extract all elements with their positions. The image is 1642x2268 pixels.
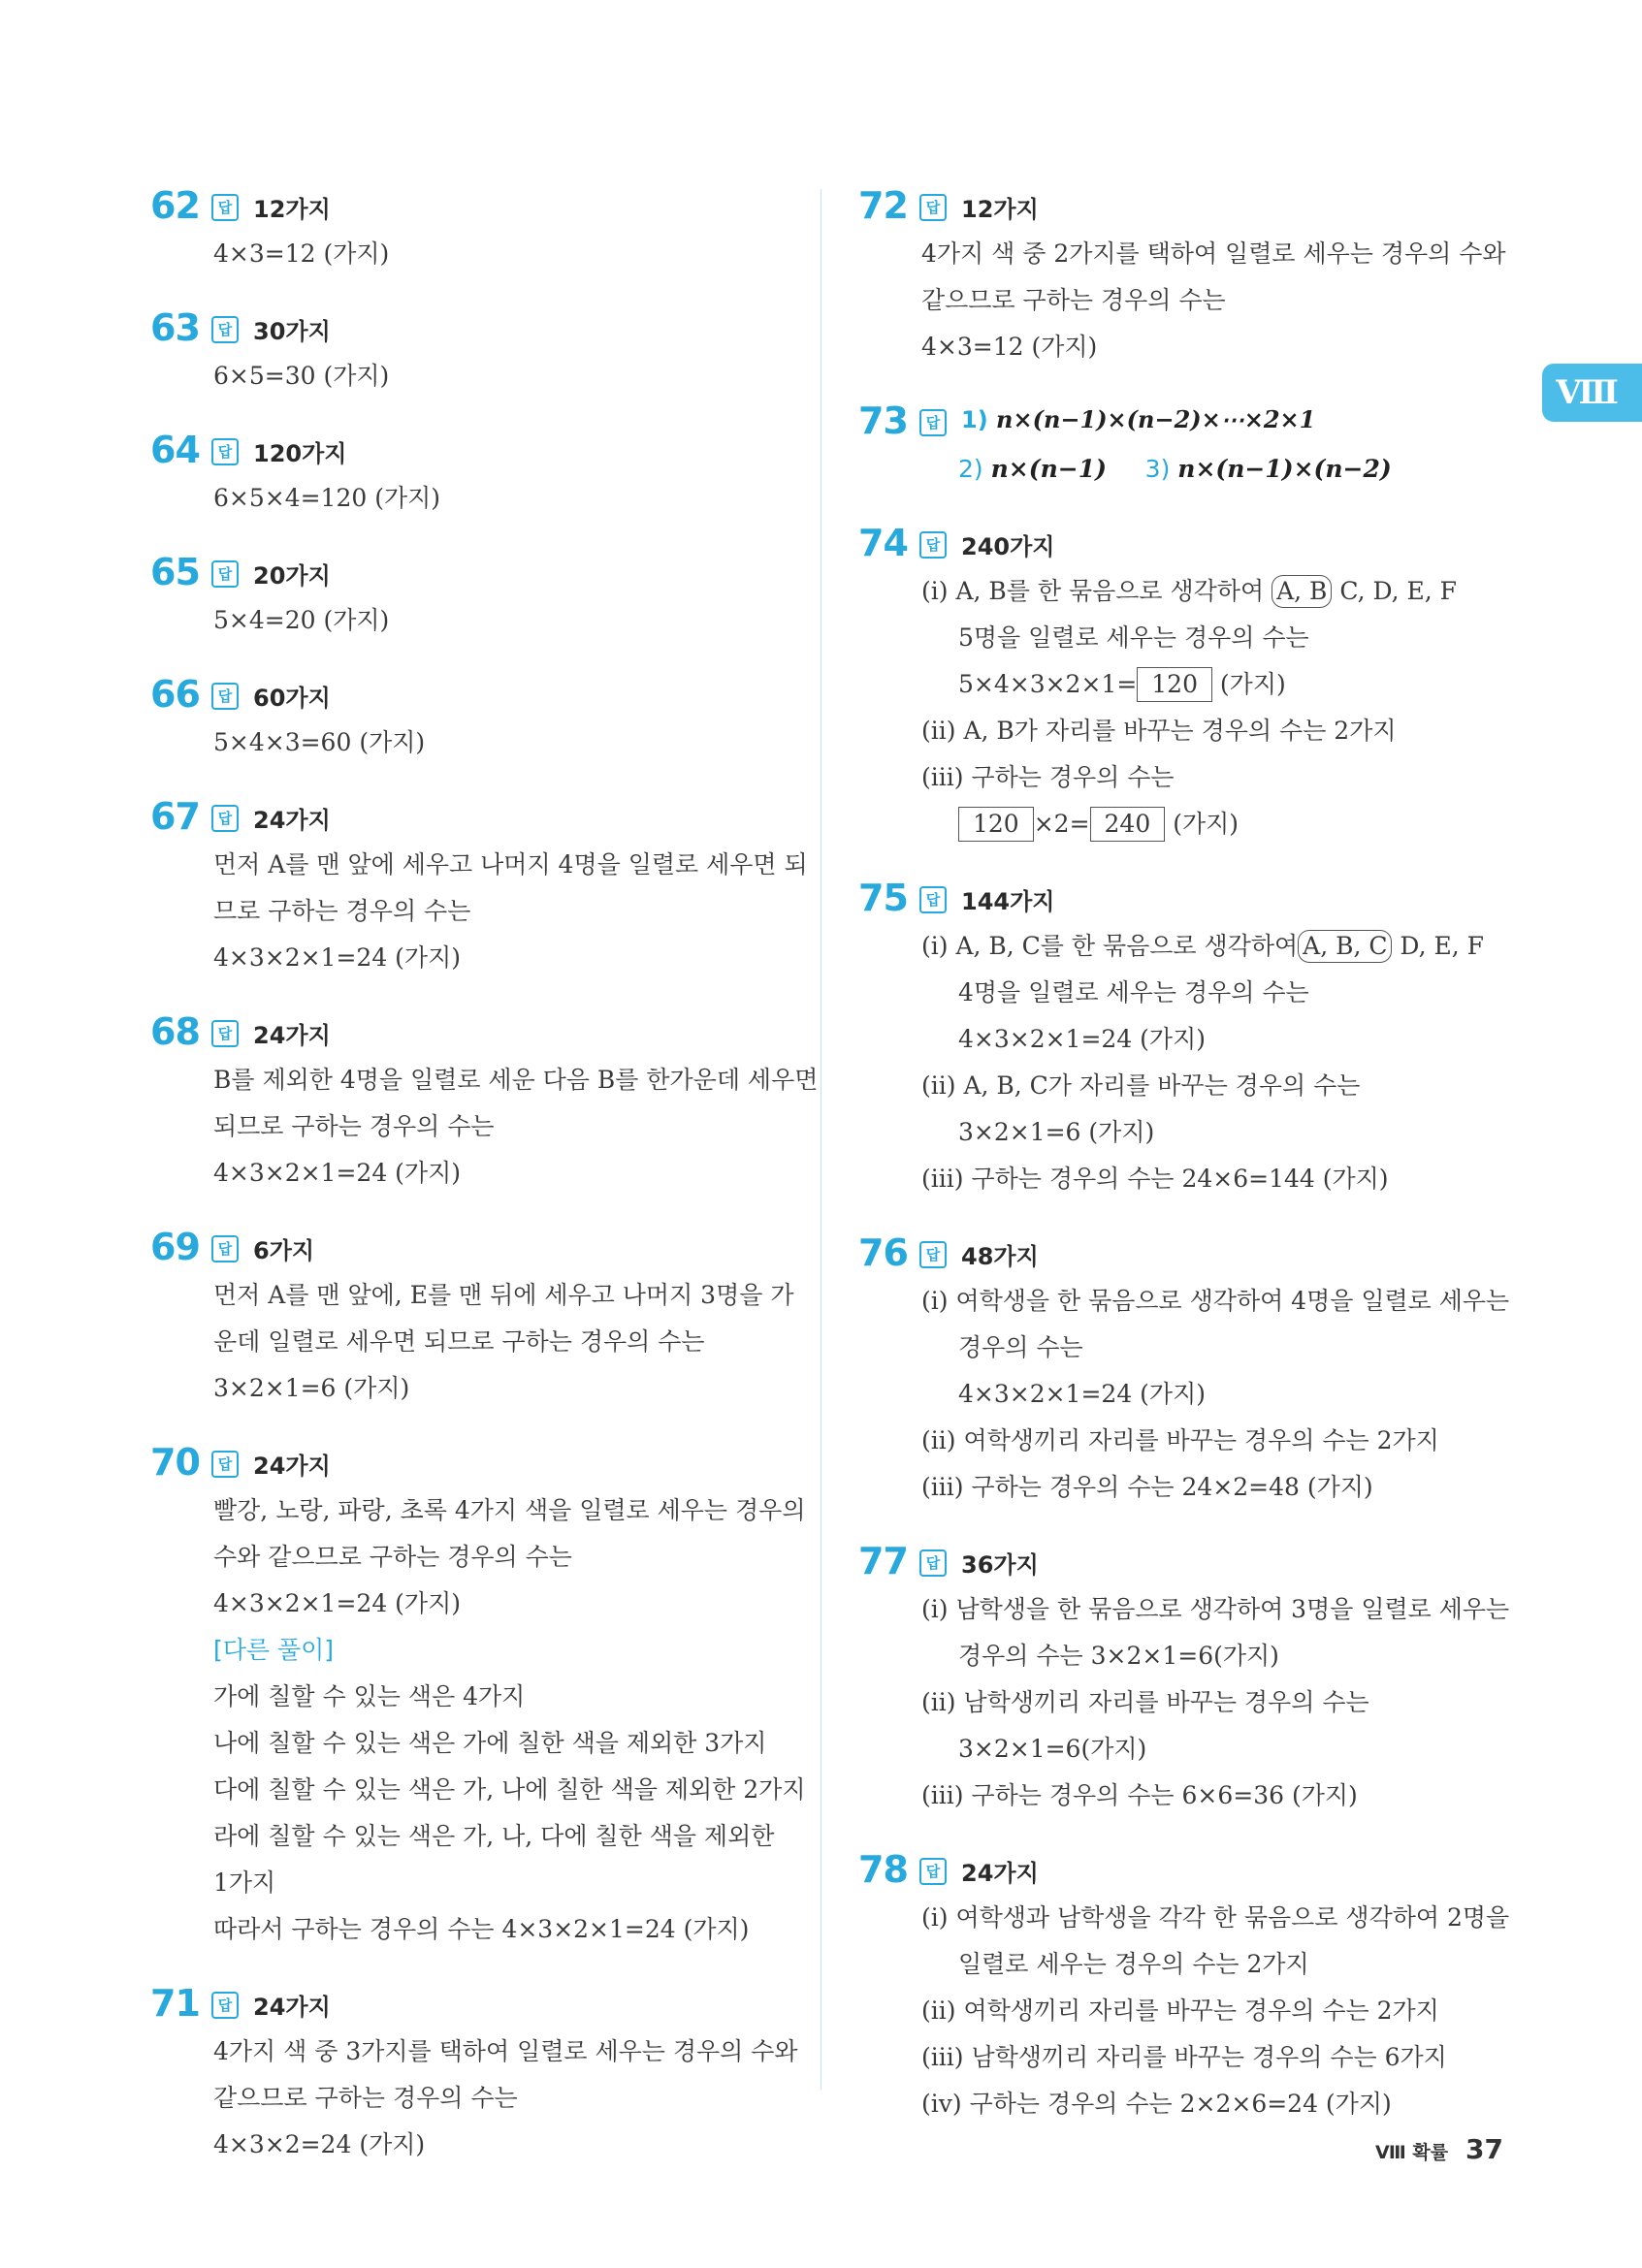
- answer-text: 24가지: [253, 1022, 331, 1049]
- problem-number: 63: [150, 306, 200, 349]
- problem-70: [150, 1441, 806, 1953]
- solution-line: B를 제외한 4명을 일렬로 세운 다음 B를 한가운데 세우면: [213, 1066, 819, 1094]
- solution-text: D, E, F: [1392, 932, 1484, 960]
- problem-65: [150, 551, 790, 644]
- problem-number: 68: [150, 1010, 200, 1053]
- answer-text: 48가지: [961, 1243, 1039, 1270]
- answer-marker: 1): [961, 406, 988, 433]
- solution-line: 빨강, 노랑, 파랑, 초록 4가지 색을 일렬로 세우는 경우의: [213, 1496, 806, 1524]
- group-box: A, B: [1272, 575, 1332, 608]
- problem-number: 73: [858, 399, 908, 442]
- alternate-solution-label: [다른 풀이]: [213, 1636, 335, 1664]
- problem-number: 65: [150, 551, 200, 593]
- solution-line: 일렬로 세우는 경우의 수는 2가지: [958, 1950, 1309, 1978]
- chapter-label: Ⅷ 확률: [1374, 2142, 1449, 2163]
- answer-text: 36가지: [961, 1551, 1039, 1579]
- solution-text: (가지): [1165, 810, 1240, 838]
- solution-line: 5×4×3=60 (가지): [213, 728, 426, 756]
- solution-line: 수와 같으므로 구하는 경우의 수는: [213, 1543, 572, 1571]
- right-column: [858, 184, 1508, 2156]
- solution-line: [921, 661, 1508, 708]
- solution-line: 먼저 A를 맨 앞에, E를 맨 뒤에 세우고 나머지 3명을 가: [213, 1281, 794, 1309]
- solution-line: 라에 칠할 수 있는 색은 가, 나, 다에 칠한 색을 제외한: [213, 1822, 775, 1850]
- answer-mark-icon: 답: [211, 683, 239, 710]
- answer-mark-icon: 답: [211, 805, 239, 832]
- solution-line: 4명을 일렬로 세우는 경우의 수는: [958, 978, 1309, 1006]
- problem-number: 69: [150, 1226, 200, 1268]
- answer-text: 30가지: [253, 318, 331, 345]
- solution-line: (ⅱ) A, B가 자리를 바꾸는 경우의 수는 2가지: [921, 717, 1397, 745]
- solution-text: 5×4×3×2×1=: [958, 670, 1138, 698]
- solution-line: 같으므로 구하는 경우의 수는: [213, 2084, 518, 2112]
- problem-number: 77: [858, 1540, 908, 1582]
- answer-text: 6가지: [253, 1237, 315, 1264]
- solution-line: 1가지: [213, 1869, 276, 1897]
- solution-line: 므로 구하는 경우의 수는: [213, 897, 471, 925]
- solution-line: 5×4=20 (가지): [213, 606, 390, 634]
- answer-expression: n×(n−1): [990, 455, 1107, 483]
- solution-text: (ⅰ) A, B, C를 한 묶음으로 생각하여: [921, 932, 1299, 960]
- solution-text: ×2=: [1033, 810, 1090, 838]
- problem-number: 76: [858, 1231, 908, 1274]
- problem-66: [150, 673, 790, 766]
- page-number: 37: [1465, 2133, 1503, 2165]
- solution-text: (ⅰ) A, B를 한 묶음으로 생각하여: [921, 577, 1272, 605]
- page-footer: [1375, 2133, 1503, 2165]
- solution-line: 4×3=12 (가지): [921, 333, 1098, 361]
- solution-line: 4가지 색 중 3가지를 택하여 일렬로 세우는 경우의 수와: [213, 2037, 798, 2065]
- solution-line: [921, 568, 1508, 615]
- problem-76: [858, 1231, 1508, 1511]
- answer-mark-icon: 답: [211, 316, 239, 343]
- solution-line: 3×2×1=6 (가지): [958, 1118, 1155, 1146]
- solution-line: 가에 칠할 수 있는 색은 4가지: [213, 1682, 526, 1710]
- solution-line: 6×5=30 (가지): [213, 362, 390, 390]
- problem-number: 78: [858, 1848, 908, 1891]
- solution-line: (ⅳ) 구하는 경우의 수는 2×2×6=24 (가지): [921, 2090, 1392, 2118]
- solution-line: 4×3×2=24 (가지): [213, 2130, 426, 2158]
- answer-expression: n×(n−1)×(n−2)×⋯×2×1: [996, 405, 1316, 433]
- answer-text: 24가지: [961, 1860, 1039, 1887]
- problem-74: [858, 522, 1508, 847]
- answer-mark-icon: 답: [919, 409, 947, 436]
- answer-expression: n×(n−1)×(n−2): [1177, 455, 1392, 483]
- solution-line: [921, 801, 1508, 847]
- solution-line: 4×3×2×1=24 (가지): [958, 1025, 1206, 1053]
- answer-text: 144가지: [961, 888, 1055, 915]
- solution-line: 4×3×2×1=24 (가지): [213, 943, 461, 972]
- left-column: [150, 184, 819, 2197]
- problem-number: 64: [150, 429, 200, 471]
- answer-mark-icon: 답: [211, 194, 239, 221]
- problem-71: [150, 1982, 798, 2168]
- problem-69: [150, 1226, 794, 1412]
- solution-line: 운데 일렬로 세우면 되므로 구하는 경우의 수는: [213, 1327, 705, 1356]
- group-box: A, B, C: [1298, 930, 1392, 963]
- answer-mark-icon: 답: [211, 1451, 239, 1478]
- problem-67: [150, 795, 808, 981]
- answer-mark-icon: 답: [919, 1858, 947, 1885]
- answer-mark-icon: 답: [919, 1241, 947, 1268]
- solution-line: 4×3×2×1=24 (가지): [213, 1159, 461, 1187]
- solution-line: (ⅱ) 여학생끼리 자리를 바꾸는 경우의 수는 2가지: [921, 1426, 1439, 1454]
- solution-line: 3×2×1=6 (가지): [213, 1374, 410, 1402]
- answer-text: 120가지: [253, 440, 347, 467]
- answer-text: 24가지: [253, 1994, 331, 2021]
- solution-line: 3×2×1=6(가지): [958, 1735, 1147, 1763]
- answer-text: 24가지: [253, 807, 331, 834]
- solution-line: 4가지 색 중 2가지를 택하여 일렬로 세우는 경우의 수와: [921, 240, 1506, 268]
- answer-line: [921, 446, 1508, 493]
- answer-text: 60가지: [253, 685, 331, 712]
- solution-text: C, D, E, F: [1332, 577, 1458, 605]
- solution-line: 4×3=12 (가지): [213, 240, 390, 268]
- problem-72: [858, 184, 1508, 370]
- problem-number: 67: [150, 795, 200, 838]
- answer-box: 240: [1090, 807, 1166, 842]
- problem-63: [150, 306, 790, 399]
- answer-mark-icon: 답: [211, 560, 239, 588]
- solution-line: 따라서 구하는 경우의 수는 4×3×2×1=24 (가지): [213, 1915, 750, 1943]
- problem-number: 74: [858, 522, 908, 564]
- solution-line: 되므로 구하는 경우의 수는: [213, 1112, 495, 1140]
- solution-line: [921, 923, 1508, 970]
- answer-text: 240가지: [961, 533, 1055, 560]
- answer-mark-icon: 답: [211, 1992, 239, 2019]
- solution-line: 나에 칠할 수 있는 색은 가에 칠한 색을 제외한 3가지: [213, 1729, 767, 1757]
- problem-number: 72: [858, 184, 908, 227]
- answer-text: 20가지: [253, 562, 331, 590]
- answer-box: 120: [1137, 667, 1212, 702]
- answer-text: 12가지: [253, 196, 331, 223]
- solution-line: 경우의 수는: [958, 1333, 1083, 1361]
- answer-mark-icon: 답: [919, 194, 947, 221]
- problem-73: [858, 399, 1508, 493]
- answer-mark-icon: 답: [211, 438, 239, 465]
- answer-mark-icon: 답: [919, 886, 947, 913]
- solution-line: (ⅰ) 남학생을 한 묶음으로 생각하여 3명을 일렬로 세우는: [921, 1595, 1510, 1623]
- answer-marker: 3): [1144, 455, 1171, 483]
- answer-mark-icon: 답: [919, 1549, 947, 1577]
- solution-line: 경우의 수는 3×2×1=6(가지): [958, 1642, 1279, 1670]
- answer-text: 24가지: [253, 1453, 331, 1480]
- solution-line: (ⅲ) 구하는 경우의 수는: [921, 763, 1175, 791]
- solution-line: 먼저 A를 맨 앞에 세우고 나머지 4명을 일렬로 세우면 되: [213, 850, 808, 878]
- solution-line: (ⅲ) 구하는 경우의 수는 24×6=144 (가지): [921, 1165, 1389, 1193]
- solution-line: (ⅰ) 여학생을 한 묶음으로 생각하여 4명을 일렬로 세우는: [921, 1287, 1510, 1315]
- solution-line: (ⅱ) 여학생끼리 자리를 바꾸는 경우의 수는 2가지: [921, 1996, 1439, 2025]
- problem-number: 70: [150, 1441, 200, 1484]
- solution-text: (가지): [1211, 670, 1286, 698]
- answer-mark-icon: 답: [919, 531, 947, 559]
- solution-line: (ⅲ) 구하는 경우의 수는 6×6=36 (가지): [921, 1781, 1358, 1809]
- problem-64: [150, 429, 790, 522]
- problem-number: 66: [150, 673, 200, 716]
- problem-78: [858, 1848, 1508, 2127]
- problem-number: 75: [858, 877, 908, 919]
- solution-line: 4×3×2×1=24 (가지): [958, 1380, 1206, 1408]
- answer-box: 120: [958, 807, 1034, 842]
- answer-marker: 2): [958, 455, 983, 483]
- problem-68: [150, 1010, 819, 1197]
- solution-line: (ⅲ) 구하는 경우의 수는 24×2=48 (가지): [921, 1473, 1373, 1501]
- answer-mark-icon: 답: [211, 1020, 239, 1047]
- solution-line: 같으므로 구하는 경우의 수는: [921, 286, 1226, 314]
- problem-number: 62: [150, 184, 200, 227]
- problem-number: 71: [150, 1982, 200, 2025]
- solution-line: 5명을 일렬로 세우는 경우의 수는: [958, 623, 1309, 652]
- problem-77: [858, 1540, 1508, 1819]
- solution-line: 6×5×4=120 (가지): [213, 484, 441, 512]
- chapter-tab: Ⅷ: [1542, 364, 1642, 422]
- solution-line: (ⅲ) 남학생끼리 자리를 바꾸는 경우의 수는 6가지: [921, 2043, 1447, 2071]
- solution-line: (ⅱ) A, B, C가 자리를 바꾸는 경우의 수는: [921, 1071, 1361, 1100]
- solution-line: (ⅱ) 남학생끼리 자리를 바꾸는 경우의 수는: [921, 1688, 1369, 1716]
- problem-75: [858, 877, 1508, 1202]
- solution-line: 4×3×2×1=24 (가지): [213, 1589, 461, 1617]
- answer-text: 12가지: [961, 196, 1039, 223]
- answer-text: [961, 405, 1315, 433]
- solution-line: 다에 칠할 수 있는 색은 가, 나에 칠한 색을 제외한 2가지: [213, 1775, 806, 1804]
- answer-mark-icon: 답: [211, 1235, 239, 1262]
- solution-line: (ⅰ) 여학생과 남학생을 각각 한 묶음으로 생각하여 2명을: [921, 1903, 1510, 1932]
- problem-62: [150, 184, 790, 277]
